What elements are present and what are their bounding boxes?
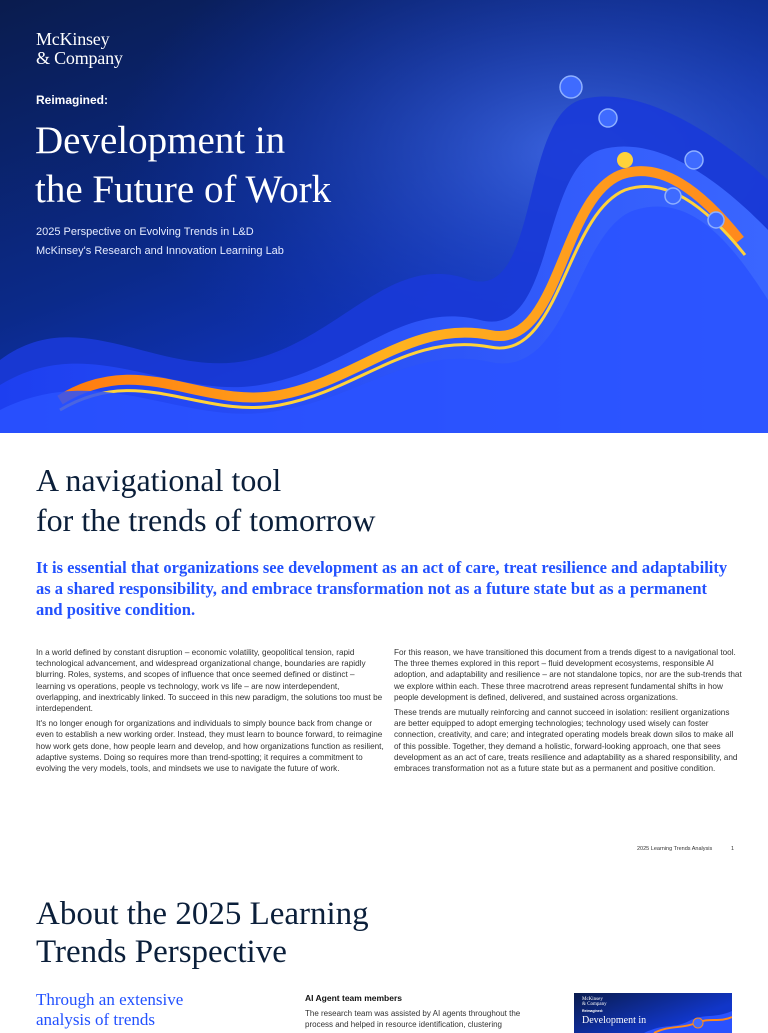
body-column-left [36,647,384,778]
section-title-2: About the 2025 Learning Trends Perspective [36,896,369,970]
body-paragraph: These trends are mutually reinforcing and cannot succeed in isolation: resilient organizations are better equipped to adopt emerging technologies; technology used wisely can foster connection, creativity, and care; and integrated operating models break down silos to make all of this possible. Together, they demand a holistic, forward-looking approach, one that sees development as an act of care, treats resilience and adaptability as a shared responsibility, and embraces transformation not as a future state but as a permanent and positive condition. [394,708,738,774]
body-paragraph: It's no longer enough for organizations and individuals to simply bounce back from change or even to establish a new working order. Instead, they must learn to bounce forward, to reimagine how work gets done, how people learn and develop, and how organizations function as resilient, adaptive systems. Doing so requires more than trend-spotting; it requires a commitment to evolving the very models, tools, and mindsets we use to navigate the future of work. [36,719,384,774]
sphere-4 [685,151,703,169]
body-paragraph: For this reason, we have transitioned this document from a trends digest to a navigational tool. The three themes explored in this report – fluid development ecosystems, responsible AI adoption, and adaptability and resilience – are not standalone topics, nor are the sub-trends that we explore within each. These three macrotrend areas represent fundamental shifts in how people development is defined, delivered, and sustained across organizations. [394,648,742,702]
thumbnail-brand: McKinsey & Company [582,997,607,1007]
hero-kicker: Reimagined: [36,93,109,107]
sphere-5 [665,188,681,204]
sphere-6 [708,212,724,228]
cover-thumbnail [574,993,732,1033]
body-paragraph: In a world defined by constant disruption – economic volatility, geopolitical tension, rapid technological advancement, and widespread organizational change, boundaries are rapidly blurring. Roles, systems, and scopes of influence that once seemed defined or distinct – learning vs operations, people vs technology, work vs life – are now interdependent, overlapping, and inextricably linked. To succeed in this new paradigm, the solutions too must be interdependent. [36,648,383,714]
agent-heading: AI Agent team members [305,993,402,1003]
footer-label: 2025 Learning Trends Analysis [637,846,713,852]
company-logo: McKinsey & Company [36,29,123,68]
lead-heading-2: Through an extensive analysis of trends [36,990,184,1029]
hero-subtitle-line-2: McKinsey's Research and Innovation Learning Lab [36,245,284,257]
hero-subtitle-line-1: 2025 Perspective on Evolving Trends in L&D [36,226,254,238]
body-column-right [394,647,742,778]
thumbnail-title: Development in [582,1015,647,1026]
thumbnail-kicker: Reimagined: [582,1009,604,1013]
sphere-2 [599,109,617,127]
section-title: A navigational tool for the trends of tomorrow [36,462,376,538]
sphere-3 [617,152,633,168]
agent-text: The research team was assisted by AI agents throughout the process and helped in resource identification, clustering [305,1009,521,1029]
cover-hero [0,0,768,433]
sphere-1 [560,76,582,98]
hero-title: Development in the Future of Work [35,119,332,211]
page-number: 1 [730,846,734,852]
hero-subtitle [36,223,284,261]
lead-paragraph: It is essential that organizations see development as an act of care, treat resilience and adaptability as a shared responsibility, and embrace transformation not as a future state but as a permanent and positive condition. [36,558,728,619]
